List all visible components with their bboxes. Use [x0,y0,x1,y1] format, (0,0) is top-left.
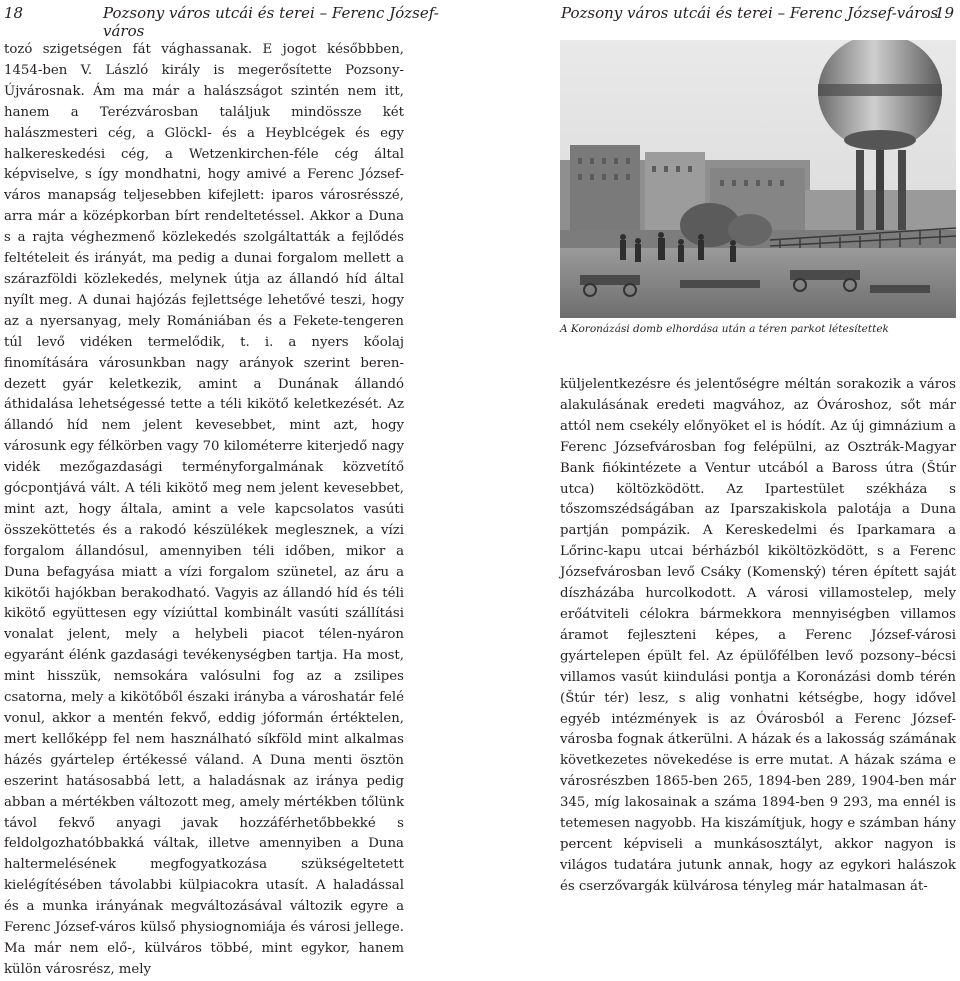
photo-illustration [560,40,956,318]
body-text [560,375,956,898]
historical-photo [560,40,956,318]
body-paragraph: tozó szigetségen fát vághassanak. E jogot későbbben, 1454-ben V. László király is megerősítette Pozsony-Újvárosnak. Ám ma már a halászságot szintén nem itt, hanem a Terézvárosban találjuk mindössze két halászmesteri cég, a Glöckl- és a Heyblcégek és egy halkereskedési cég, a Wetzenkirchen-féle cég által képviselve, s így mondhatni, hogy amivé a Ferenc József-város manapság teljesebben kifejlett: iparos városrésszé, arra már a középkorban bírt rendeltetéssel. Akkor a Duna s a rajta véghezmenő közlekedés szolgáltatták a fejlődés feltételeit és irányát, ma pedig a dunai forgalom mellett a szárazföldi közlekedés, melynek útja az állandó híd által nyílt meg. A dunai hajózás fejlettsége lehetővé teszi, hogy az a nyersanyag, mely Romániában és a Fekete-tengeren túl levő vidéken termelődik, t. i. a nyers kőolaj finomítására városunkban nagy arányok szerint berendezett gyár keletkezik, amint a Dunának állandó áthidalása lehetségessé tette a téli kikötő keletkezését. Az állandó híd nem jelent kevesebbet, mint azt, hogy városunk egy félkörben vagy 70 kilométerre kiterjedő nagy vidék mezőgazdasági terményforgalmának közvetítő gócpontjává vált. A téli kikötő meg nem jelent kevesebbet, mint azt, hogy általa, amint a vele kapcsolatos vasúti összeköttetés és a rakodó készülékek meglesznek, a vízi forgalom állandósul, amennyiben téli időben, mikor a Duna befagyása miatt a vízi forgalom szünetel, az áru a kikötői hajókban berakodható. Vagyis az állandó híd és téli kikötő együttesen egy víziúttal kombinált vasúti szállítási vonalat jelent, mely a helybeli piacot télen-nyáron egyaránt élénk gazdasági tevékenységben tartja. Ha most, mint hisszük, nemsokára valósulni fog az a zsilipes csatorna, mely a kikötőből északi irányba a városhatár felé vonul, akkor a mentén fekvő, eddig jóformán értéktelen, mert kellőképp fel nem használható síkföld mint alkalmas házés gyártelep értékessé váland. A Duna menti ösztön eszerint hatásosabbá lett, a haladásnak az iránya pedig abban a mértékben változott meg, amely mértékben tőlünk távol fekvő anyagi javak hozzáférhetőbbekké s feldolgozhatóbbakká váltak, illetve amennyiben a Duna haltermelésének megfogyatkozása szükségeltetett kielégítésében távolabbi külpiacokra utasít. A haladással és a munka irányának megváltozásával változik egyre a Ferenc József-város külső physiognomiája és városi jellege. Ma már nem elő-, külváros többé, mint egykor, hanem külön városrész, mely [4,42,404,977]
photo-caption: A Koronázási domb elhordása után a téren parkot létesítettek [560,323,889,335]
left-page [0,0,480,977]
running-title: Pozsony város utcái és terei – Ferenc József-város [561,4,939,22]
page-number: 18 [4,4,24,22]
body-paragraph: küljelentkezésre és jelentőségre méltán sorakozik a város alakulásának eredeti magvához, az Óvároshoz, sőt már attól nem csekély előnyöket el is hódít. Az új gimnázium a Ferenc Józsefvárosban fog felépülni, az Osztrák-Magyar Bank fiókintézete a Ventur utcából a Baross útra (Štúr utca) költözködött. Az Ipartestület székháza s tőszomszédságában az Iparszakiskola palotája a Duna partján pompázik. A Kereskedelmi és Iparkamara a Lőrinc-kapu utcai bérházból kiköltözködött, s a Ferenc Józsefvárosban levő Csáky (Komenský) téren épített saját díszházába hurcolkodott. A városi villamostelep, mely erőátviteli célokra bármekkora mennyiségben villamos áramot fejleszteni képes, a Ferenc József-városi gyártelepen épült fel. Az épülőfélben levő pozsony–bécsi villamos vasút kiindulási pontja a Koronázási domb térén (Štúr tér) lesz, s alig vonhatni kétségbe, hogy idővel egyéb intézmények is az Óvárosból a Ferenc József-városba fognak átkerülni. A házak és a lakosság számának következetes növekedése is erre mutat. A házak száma e városrészben 1865-ben 265, 1894-ben 289, 1904-ben már 345, míg lakosainak a száma 1894-ben 9 293, ma ennél is tetemesen nagyobb. Ha kiszámítjuk, hogy e számban hány percent képviseli a munkásosztályt, akkor nagyon is világos tudatára jutunk annak, hogy az egykori halászok és cserzővargák külvárosa tényleg már hatalmasan át- [560,377,956,894]
running-title: Pozsony város utcái és terei – Ferenc József-város [103,4,439,40]
body-text [4,40,404,981]
right-page [480,0,960,894]
page-number: 19 [934,4,954,22]
